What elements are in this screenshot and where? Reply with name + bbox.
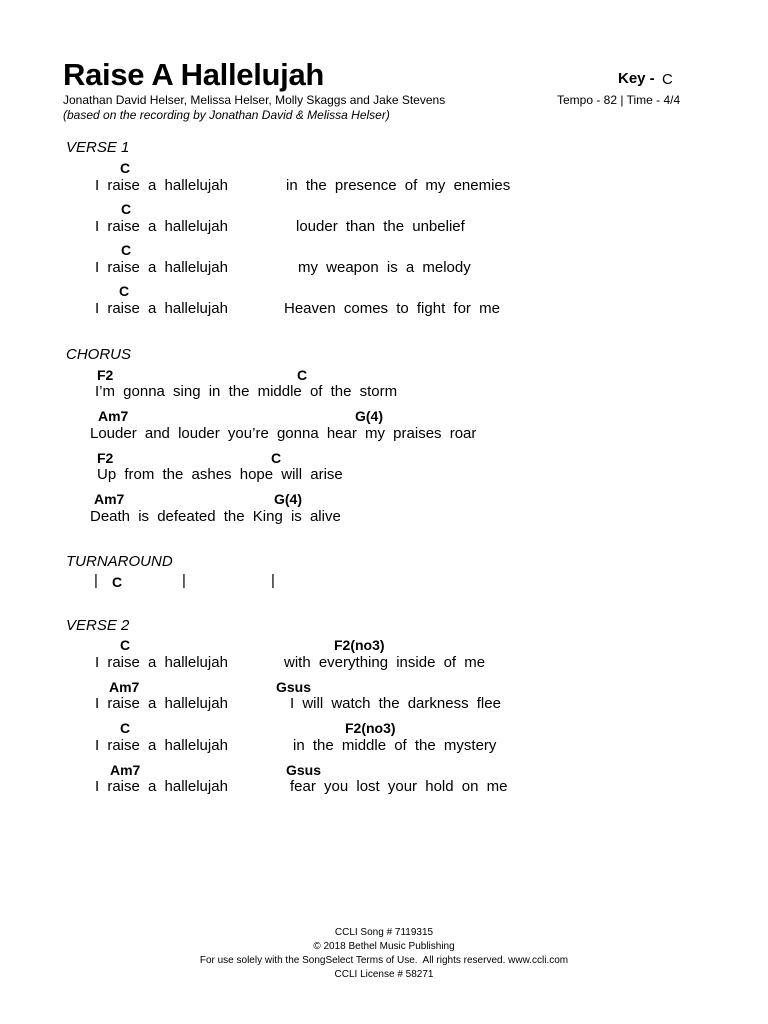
lyric-line: my weapon is a melody bbox=[298, 259, 471, 276]
chord: G(4) bbox=[274, 491, 302, 507]
chord: G(4) bbox=[355, 408, 383, 424]
lyric-line: I raise a hallelujah bbox=[95, 177, 228, 194]
chord: Am7 bbox=[98, 408, 129, 424]
recording-credit: (based on the recording by Jonathan David & Melissa Helser) bbox=[63, 108, 390, 122]
chord: C bbox=[120, 720, 131, 736]
chord: C bbox=[121, 201, 132, 217]
lyric-line: Up from the ashes hope will arise bbox=[97, 466, 343, 483]
chord: C bbox=[121, 242, 132, 258]
lyric-line: I’m gonna sing in the middle of the storm bbox=[95, 383, 398, 400]
bar-line: | bbox=[271, 572, 275, 589]
ccli-license-number: CCLI License # 58271 bbox=[334, 969, 434, 980]
lyric-line: I raise a hallelujah bbox=[95, 654, 228, 671]
lyric-line: in the presence of my enemies bbox=[286, 177, 511, 194]
chord: C bbox=[120, 160, 131, 176]
lyric-line: I raise a hallelujah bbox=[95, 695, 228, 712]
bar-line: | bbox=[94, 572, 98, 589]
tempo-time: Tempo - 82 | Time - 4/4 bbox=[557, 93, 681, 107]
chord: C bbox=[119, 283, 130, 299]
section-label-turnaround: TURNAROUND bbox=[66, 553, 173, 570]
song-title: Raise A Hallelujah bbox=[63, 57, 325, 92]
lyric-line: I will watch the darkness flee bbox=[290, 695, 501, 712]
chord: F2 bbox=[97, 450, 114, 466]
lyric-line: louder than the unbelief bbox=[296, 218, 465, 235]
chord: C bbox=[120, 637, 131, 653]
key-value: C bbox=[662, 71, 673, 88]
chord: F2 bbox=[97, 367, 114, 383]
chord: Am7 bbox=[110, 762, 141, 778]
lyric-line: in the middle of the mystery bbox=[293, 737, 497, 754]
chord: Gsus bbox=[286, 762, 322, 778]
song-authors: Jonathan David Helser, Melissa Helser, Molly Skaggs and Jake Stevens bbox=[63, 93, 446, 107]
lyric-line: I raise a hallelujah bbox=[95, 218, 228, 235]
key-label: Key - bbox=[618, 70, 655, 87]
lyric-line: Louder and louder you’re gonna hear my praises roar bbox=[90, 425, 477, 442]
bar-line: | bbox=[182, 572, 186, 589]
lyric-line: with everything inside of me bbox=[284, 654, 486, 671]
section-label-verse-2: VERSE 2 bbox=[66, 617, 130, 634]
chord: C bbox=[271, 450, 282, 466]
chord: C bbox=[297, 367, 308, 383]
usage-terms: For use solely with the SongSelect Terms of Use. All rights reserved. www.ccli.com bbox=[199, 955, 569, 966]
lyric-line: Death is defeated the King is alive bbox=[90, 508, 341, 525]
chord: F2(no3) bbox=[345, 720, 396, 736]
chord: Am7 bbox=[94, 491, 125, 507]
lyric-line: I raise a hallelujah bbox=[95, 737, 228, 754]
section-label-verse-1: VERSE 1 bbox=[66, 139, 130, 156]
lyric-line: Heaven comes to fight for me bbox=[284, 300, 500, 317]
chord: F2(no3) bbox=[334, 637, 385, 653]
copyright-notice: © 2018 Bethel Music Publishing bbox=[313, 941, 455, 952]
lyric-line: fear you lost your hold on me bbox=[290, 778, 508, 795]
section-label-chorus: CHORUS bbox=[66, 346, 132, 363]
chord: Am7 bbox=[109, 679, 140, 695]
lyric-line: I raise a hallelujah bbox=[95, 300, 228, 317]
chord: Gsus bbox=[276, 679, 312, 695]
ccli-song-number: CCLI Song # 7119315 bbox=[334, 927, 434, 938]
chord: C bbox=[112, 574, 123, 590]
lyric-line: I raise a hallelujah bbox=[95, 778, 228, 795]
lyric-line: I raise a hallelujah bbox=[95, 259, 228, 276]
